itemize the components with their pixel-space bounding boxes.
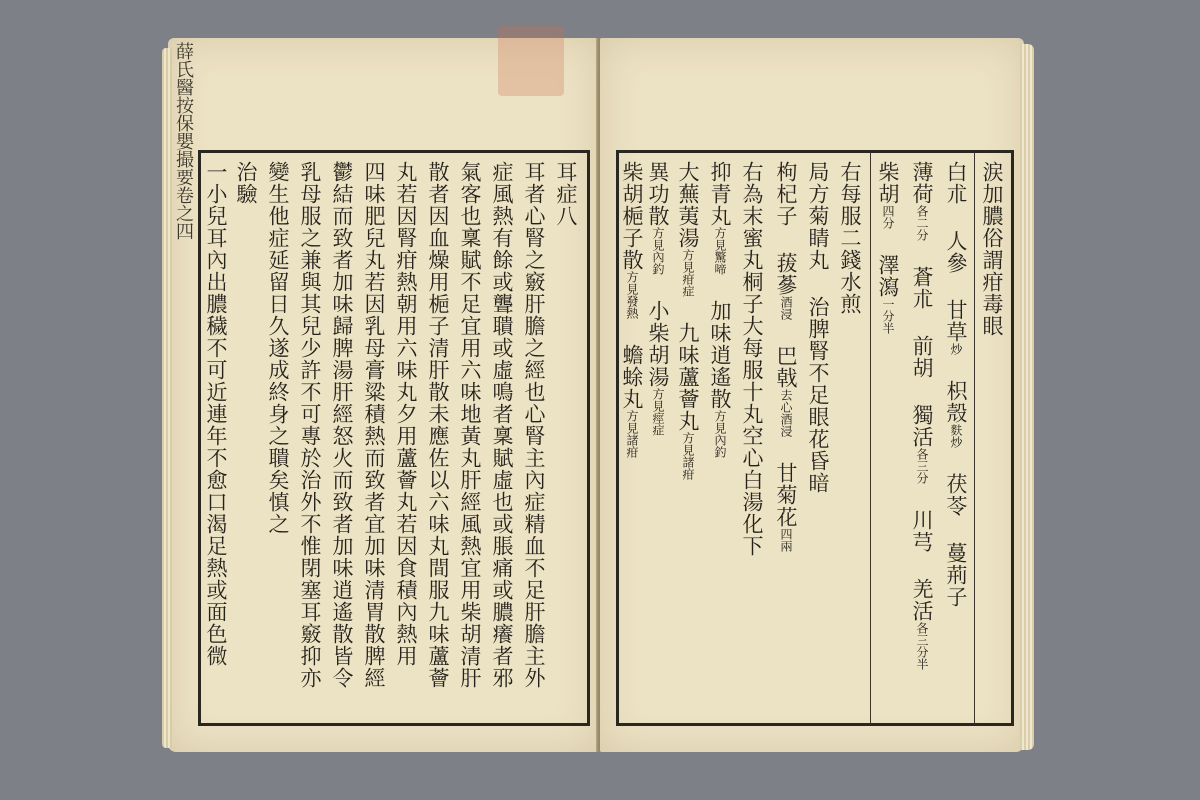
right-col-1-main: 涙加膿俗謂疳毒眼	[980, 161, 1004, 337]
right-col-8	[737, 161, 767, 715]
left-col-9: 乳母服之兼與其兒少許不可專於治外不惟閉塞耳竅抑亦	[298, 161, 322, 689]
right-col-5-main: 右每服二錢水煎	[838, 161, 862, 315]
right-col-4b-note: 一分半	[881, 298, 895, 334]
right-col-2c-main: 茯苓 蔓荊子	[944, 473, 968, 608]
left-col-7: 四味肥兒丸若因乳母膏粱積熱而致者宜加味清胃散脾經	[362, 161, 386, 689]
right-col-10b-note: 方見諸疳	[681, 432, 695, 480]
right-col-1	[977, 161, 1007, 715]
right-col-10b-main: 九味蘆薈丸	[676, 322, 700, 432]
right-col-3c-note: 各三分半	[915, 622, 929, 670]
right-col-7b-note: 去心酒浸	[779, 389, 793, 437]
right-col-10-note: 方見疳症	[681, 249, 695, 297]
right-col-2	[941, 161, 971, 715]
library-seal	[498, 26, 564, 96]
right-col-4	[873, 161, 903, 715]
left-margin-strip: 薛氏醫按保嬰撮要卷之四	[173, 42, 194, 240]
right-col-5	[835, 161, 865, 715]
right-col-12	[617, 161, 647, 715]
right-col-8-main: 右為末蜜丸桐子大每服十丸空心白湯化下	[740, 161, 764, 557]
right-col-7-note: 酒浸	[779, 296, 793, 320]
right-col-4-note: 四分	[881, 205, 895, 229]
right-col-12-note: 方見發熱	[625, 271, 639, 319]
right-col-7-main: 枸杞子 菝蔘	[774, 161, 798, 296]
left-col-1: 耳症八	[554, 161, 578, 227]
right-col-9b-main: 加味逍遙散	[708, 300, 732, 410]
right-col-2b-main: 枳殼	[944, 380, 968, 424]
left-col-5: 散者因血燥用梔子清肝散未應佐以六味丸間服九味蘆薈	[426, 161, 450, 689]
right-col-7c-note: 四兩	[779, 528, 793, 552]
left-col-11: 治驗	[234, 161, 258, 205]
right-page	[600, 38, 1024, 752]
right-col-3	[907, 161, 937, 715]
left-col-8: 鬱結而致者加味歸脾湯肝經怒火而致者加味逍遙散皆令	[330, 161, 354, 689]
column-rule	[974, 153, 975, 723]
left-page	[168, 38, 598, 752]
right-col-7	[771, 161, 801, 715]
right-col-7b-main: 巴戟	[774, 345, 798, 389]
right-col-4b-main: 澤瀉	[876, 254, 900, 298]
right-col-3c-main: 川芎 羌活	[910, 509, 934, 622]
right-col-9b-note: 方見內釣	[713, 410, 727, 458]
left-col-3: 症風熱有餘或聾聵或虛鳴者稟賦虛也或脹痛或膿癢者邪	[490, 161, 514, 689]
column-rule	[870, 153, 871, 723]
right-col-3b-note: 各三分	[915, 448, 929, 484]
left-col-4: 氣客也稟賦不足宜用六味地黃丸肝經風熱宜用柴胡清肝	[458, 161, 482, 689]
left-col-10: 變生他症延留日久遂成終身之聵矣慎之	[266, 161, 290, 535]
right-col-2b-note: 麩炒	[949, 424, 963, 448]
open-book	[168, 30, 1026, 760]
right-col-11-main: 異功散	[646, 161, 670, 227]
right-col-4-main: 柴胡	[876, 161, 900, 205]
left-col-12: 一小兒耳內出膿穢不可近連年不愈口渴足熱或面色微	[204, 161, 228, 667]
right-col-3-main: 薄荷	[910, 161, 934, 205]
right-col-11b-main: 小柴胡湯	[646, 300, 670, 388]
right-col-2-note: 炒	[949, 343, 963, 355]
right-col-9	[705, 161, 735, 715]
left-col-2: 耳者心腎之竅肝膽之經也心腎主內症精血不足肝膽主外	[522, 161, 546, 689]
left-col-6: 丸若因腎疳熱朝用六味丸夕用蘆薈丸若因食積內熱用	[394, 161, 418, 667]
right-col-3-note: 各二分	[915, 205, 929, 241]
right-col-12b-main: 蟾蜍丸	[620, 344, 644, 410]
left-text-frame	[198, 150, 590, 726]
right-col-9-note: 方見驚啼	[713, 227, 727, 275]
right-col-2-main: 白朮 人參 甘草	[944, 161, 968, 343]
right-col-6-main: 局方菊睛丸 治脾腎不足眼花昏暗	[806, 161, 830, 494]
right-col-12-main: 柴胡梔子散	[620, 161, 644, 271]
right-text-frame	[616, 150, 1014, 726]
right-col-7c-main: 甘菊花	[774, 462, 798, 528]
right-col-10	[673, 161, 703, 715]
right-col-12b-note: 方見諸疳	[625, 410, 639, 458]
right-col-11	[643, 161, 673, 715]
right-col-10-main: 大蕪荑湯	[676, 161, 700, 249]
right-col-9-main: 抑青丸	[708, 161, 732, 227]
right-col-11-note: 方見內釣	[651, 227, 665, 275]
right-col-11b-note: 方見痙症	[651, 388, 665, 436]
right-col-6	[803, 161, 833, 715]
right-col-3b-main: 蒼朮 前胡 獨活	[910, 266, 934, 448]
